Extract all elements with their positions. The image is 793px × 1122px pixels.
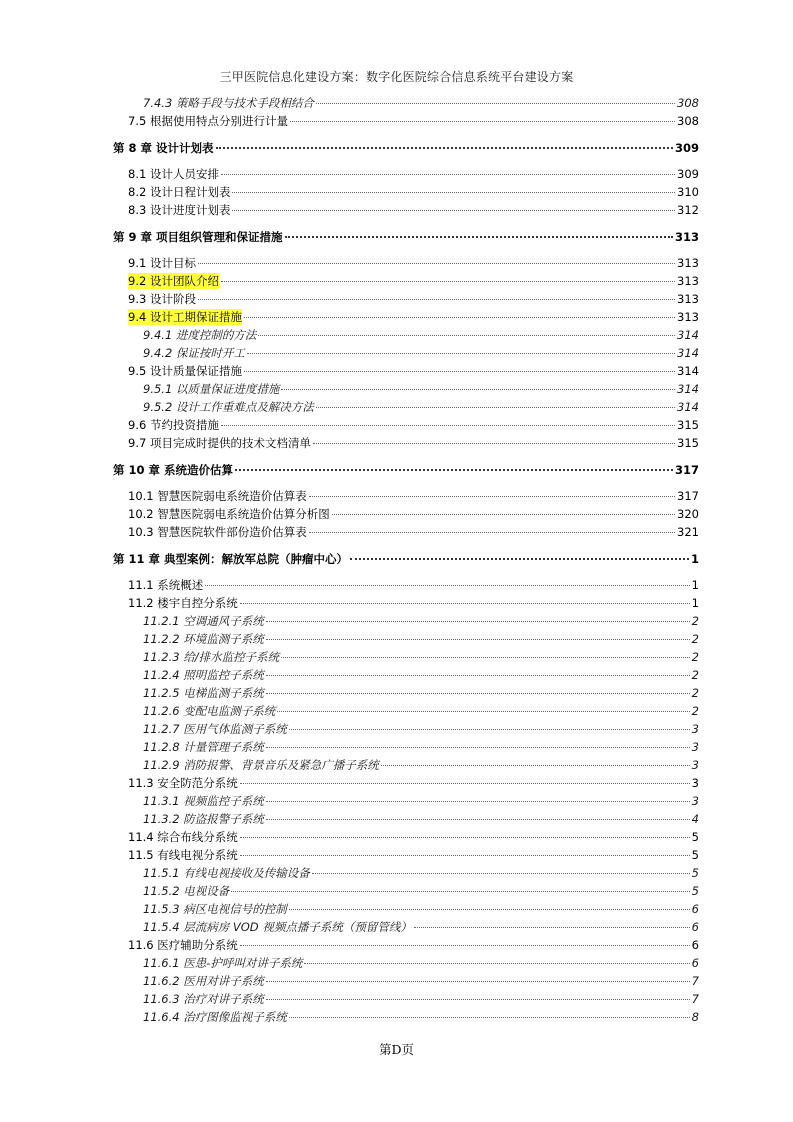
dot-leader <box>240 603 690 604</box>
toc-entry[interactable] <box>143 811 699 827</box>
dot-leader <box>221 425 675 426</box>
toc-page-number: 3 <box>691 758 699 772</box>
dot-leader <box>289 729 690 730</box>
toc-page-number: 2 <box>691 650 699 664</box>
toc-entry[interactable] <box>128 417 699 433</box>
toc-entry[interactable] <box>128 309 699 325</box>
toc-page-number: 313 <box>674 230 699 244</box>
dot-leader <box>285 236 673 238</box>
toc-label: 10.3 智慧医院软件部份造价估算表 <box>128 525 307 539</box>
toc-chapter-entry[interactable] <box>113 140 699 156</box>
toc-label: 11.5.3 病区电视信号的控制 <box>143 902 287 916</box>
toc-page-number: 1 <box>691 596 699 610</box>
toc-label: 8.3 设计进度计划表 <box>128 203 231 217</box>
toc-entry[interactable] <box>143 631 699 647</box>
dot-leader <box>313 443 675 444</box>
toc-page-number: 3 <box>691 722 699 736</box>
dot-leader <box>350 558 689 560</box>
toc-page-number: 314 <box>677 400 699 414</box>
toc-label: 11.6 医疗辅助分系统 <box>128 938 238 952</box>
toc-page-number: 2 <box>691 632 699 646</box>
dot-leader <box>332 514 675 515</box>
toc-page-number: 321 <box>677 525 699 539</box>
dot-leader <box>198 299 675 300</box>
toc-page-number: 309 <box>677 167 699 181</box>
toc-entry[interactable] <box>143 685 699 701</box>
dot-leader <box>266 981 690 982</box>
toc-page-number: 2 <box>691 668 699 682</box>
dot-leader <box>247 353 675 354</box>
toc-chapter-entry[interactable] <box>113 551 699 567</box>
toc-page-number: 8 <box>691 1010 699 1024</box>
dot-leader <box>221 174 675 175</box>
toc-page-number: 2 <box>691 704 699 718</box>
toc-page-number: 3 <box>691 794 699 808</box>
dot-leader <box>277 711 689 712</box>
toc-entry[interactable] <box>128 255 699 271</box>
toc-page-number: 6 <box>691 902 699 916</box>
toc-page-number: 310 <box>677 185 699 199</box>
dot-leader <box>289 1017 690 1018</box>
toc-entry[interactable] <box>128 166 699 182</box>
toc-entry[interactable] <box>128 363 699 379</box>
dot-leader <box>240 945 690 946</box>
toc-entry[interactable] <box>143 721 699 737</box>
toc-entry[interactable] <box>128 847 699 863</box>
toc-entry[interactable] <box>128 595 699 611</box>
toc-label: 第 9 章 项目组织管理和保证措施 <box>113 230 283 244</box>
toc-page-number: 313 <box>677 310 699 324</box>
toc-label: 11.2.5 电梯监测子系统 <box>143 686 264 700</box>
toc-page-number: 320 <box>677 507 699 521</box>
toc-label: 9.5 设计质量保证措施 <box>128 364 242 378</box>
toc-chapter-entry[interactable] <box>113 229 699 245</box>
toc-label-highlighted: 9.4 设计工期保证措施 <box>128 310 242 324</box>
dot-leader <box>232 192 675 193</box>
dot-leader <box>316 407 675 408</box>
toc-label: 11.6.1 医患-护呼叫对讲子系统 <box>143 956 303 970</box>
dot-leader <box>312 873 690 874</box>
toc-label: 第 11 章 典型案例：解放军总院（肿瘤中心） <box>113 552 349 566</box>
toc-page-number: 2 <box>691 686 699 700</box>
dot-leader <box>240 783 690 784</box>
dot-leader <box>240 855 690 856</box>
dot-leader <box>232 210 675 211</box>
toc-label: 11.3.1 视频监控子系统 <box>143 794 264 808</box>
toc-entry[interactable] <box>128 937 699 953</box>
dot-leader <box>266 675 690 676</box>
toc-page-number: 5 <box>691 830 699 844</box>
dot-leader <box>266 639 690 640</box>
toc-label: 11.6.2 医用对讲子系统 <box>143 974 264 988</box>
dot-leader <box>231 891 689 892</box>
dot-leader <box>266 621 690 622</box>
toc-entry[interactable] <box>128 273 699 289</box>
toc-label: 10.1 智慧医院弱电系统造价估算表 <box>128 489 307 503</box>
dot-leader <box>235 469 673 471</box>
dot-leader <box>304 963 689 964</box>
toc-entry[interactable] <box>143 703 699 719</box>
toc-entry[interactable] <box>128 524 699 540</box>
toc-page-number: 314 <box>677 346 699 360</box>
toc-page-number: 1 <box>690 552 699 566</box>
dot-leader <box>198 263 675 264</box>
toc-label: 11.2.2 环境监测子系统 <box>143 632 264 646</box>
toc-entry[interactable] <box>143 973 699 989</box>
dot-leader <box>290 121 675 122</box>
toc-entry[interactable] <box>128 291 699 307</box>
toc-entry[interactable] <box>143 381 699 397</box>
toc-entry[interactable] <box>143 883 699 899</box>
dot-leader <box>266 999 690 1000</box>
toc-entry[interactable] <box>143 739 699 755</box>
toc-entry[interactable] <box>143 901 699 917</box>
dot-leader <box>240 837 690 838</box>
toc-label: 11.2.8 计量管理子系统 <box>143 740 264 754</box>
dot-leader <box>266 747 690 748</box>
dot-leader <box>244 371 675 372</box>
dot-leader <box>289 909 690 910</box>
toc-page-number: 5 <box>691 866 699 880</box>
toc-label: 9.4.1 进度控制的方法 <box>143 328 257 342</box>
toc-page-number: 4 <box>691 812 699 826</box>
toc-entry[interactable] <box>128 829 699 845</box>
toc-page-number: 314 <box>677 382 699 396</box>
toc-label: 11.2.3 给/排水监控子系统 <box>143 650 280 664</box>
page-header: 三甲医院信息化建设方案：数字化医院综合信息系统平台建设方案 <box>219 70 574 84</box>
toc-label: 11.2 楼宇自控分系统 <box>128 596 238 610</box>
toc-page-number: 6 <box>691 938 699 952</box>
toc-page-number: 3 <box>691 740 699 754</box>
toc-label: 11.1 系统概述 <box>128 578 204 592</box>
toc-label: 11.2.4 照明监控子系统 <box>143 668 264 682</box>
toc-label: 第 8 章 设计计划表 <box>113 141 214 155</box>
toc-label: 9.5.1 以质量保证进度措施 <box>143 382 280 396</box>
toc-entry[interactable] <box>128 113 699 129</box>
toc-entry[interactable] <box>143 793 699 809</box>
toc-entry[interactable] <box>143 399 699 415</box>
toc-page-number: 7 <box>691 992 699 1006</box>
dot-leader <box>309 532 675 533</box>
toc-label: 11.2.1 空调通风子系统 <box>143 614 264 628</box>
toc-page-number: 5 <box>691 884 699 898</box>
toc-entry[interactable] <box>143 345 699 361</box>
toc-page-number: 314 <box>677 364 699 378</box>
toc-entry[interactable] <box>143 327 699 343</box>
toc-entry[interactable] <box>143 757 699 773</box>
toc-label: 11.5.1 有线电视接收及传输设备 <box>143 866 310 880</box>
toc-page-number: 6 <box>691 956 699 970</box>
toc-label: 8.1 设计人员安排 <box>128 167 219 181</box>
toc-page-number: 308 <box>677 114 699 128</box>
toc-page-number: 313 <box>677 274 699 288</box>
dot-leader <box>221 281 675 282</box>
toc-entry[interactable] <box>143 667 699 683</box>
toc-entry[interactable] <box>128 184 699 200</box>
toc-entry[interactable] <box>128 506 699 522</box>
toc-label: 11.2.9 消防报警、背景音乐及紧急广播子系统 <box>143 758 379 772</box>
toc-page-number: 317 <box>674 463 699 477</box>
toc-page-number: 7 <box>691 974 699 988</box>
dot-leader <box>381 765 690 766</box>
toc-label: 11.5.2 电视设备 <box>143 884 230 898</box>
toc-label: 10.2 智慧医院弱电系统造价估算分析图 <box>128 507 330 521</box>
dot-leader <box>258 335 675 336</box>
toc-entry[interactable] <box>143 649 699 665</box>
toc-label: 9.7 项目完成时提供的技术文档清单 <box>128 436 311 450</box>
dot-leader <box>414 927 690 928</box>
toc-page-number: 312 <box>677 203 699 217</box>
dot-leader <box>309 496 675 497</box>
toc-entry[interactable] <box>128 577 699 593</box>
dot-leader <box>244 317 675 318</box>
dot-leader <box>266 819 690 820</box>
toc-page-number: 3 <box>691 776 699 790</box>
toc-entry[interactable] <box>128 435 699 451</box>
toc-page-number: 6 <box>691 920 699 934</box>
toc-label: 8.2 设计日程计划表 <box>128 185 231 199</box>
page-footer: 第D页 <box>378 1042 415 1057</box>
toc-page-number: 5 <box>691 848 699 862</box>
dot-leader <box>266 801 690 802</box>
toc-label: 11.6.4 治疗图像监视子系统 <box>143 1010 287 1024</box>
toc-entry[interactable] <box>143 1009 699 1025</box>
dot-leader <box>266 693 690 694</box>
toc-label: 11.3 安全防范分系统 <box>128 776 238 790</box>
toc-label: 11.5.4 层流病房 VOD 视频点播子系统（预留管线） <box>143 920 412 934</box>
toc-label: 9.4.2 保证按时开工 <box>143 346 245 360</box>
toc-label: 9.5.2 设计工作重难点及解决方法 <box>143 400 314 414</box>
toc-chapter-entry[interactable] <box>113 462 699 478</box>
toc-entry[interactable] <box>143 991 699 1007</box>
toc-page-number: 315 <box>677 436 699 450</box>
toc-page-number: 1 <box>691 578 699 592</box>
toc-label-highlighted: 9.2 设计团队介绍 <box>128 274 219 288</box>
toc-label: 9.3 设计阶段 <box>128 292 196 306</box>
toc-label: 11.3.2 防盗报警子系统 <box>143 812 264 826</box>
toc-label: 7.4.3 策略手段与技术手段相结合 <box>143 96 314 110</box>
toc-label: 11.4 综合布线分系统 <box>128 830 238 844</box>
toc-label: 9.1 设计目标 <box>128 256 196 270</box>
dot-leader <box>216 147 673 149</box>
dot-leader <box>205 585 689 586</box>
toc-page-number: 314 <box>677 328 699 342</box>
toc-entry[interactable] <box>143 955 699 971</box>
toc-label: 7.5 根据使用特点分别进行计量 <box>128 114 288 128</box>
toc-entry[interactable] <box>143 865 699 881</box>
toc-label: 第 10 章 系统造价估算 <box>113 463 234 477</box>
toc-label: 11.2.6 变配电监测子系统 <box>143 704 276 718</box>
toc-page-number: 2 <box>691 614 699 628</box>
toc-page-number: 315 <box>677 418 699 432</box>
toc-entry[interactable] <box>143 613 699 629</box>
toc-page-number: 313 <box>677 292 699 306</box>
toc-label: 11.5 有线电视分系统 <box>128 848 238 862</box>
toc-entry[interactable] <box>128 202 699 218</box>
dot-leader <box>316 103 675 104</box>
toc-page-number: 317 <box>677 489 699 503</box>
toc-page-number: 308 <box>677 96 699 110</box>
toc-entry[interactable] <box>128 488 699 504</box>
toc-label: 11.2.7 医用气体监测子系统 <box>143 722 287 736</box>
toc-label: 9.6 节约投资措施 <box>128 418 219 432</box>
toc-entry[interactable] <box>143 95 699 111</box>
toc-entry[interactable] <box>143 919 699 935</box>
dot-leader <box>281 657 690 658</box>
toc-page-number: 313 <box>677 256 699 270</box>
toc-page-number: 309 <box>674 141 699 155</box>
dot-leader <box>281 389 675 390</box>
toc-entry[interactable] <box>128 775 699 791</box>
toc-label: 11.6.3 治疗对讲子系统 <box>143 992 264 1006</box>
